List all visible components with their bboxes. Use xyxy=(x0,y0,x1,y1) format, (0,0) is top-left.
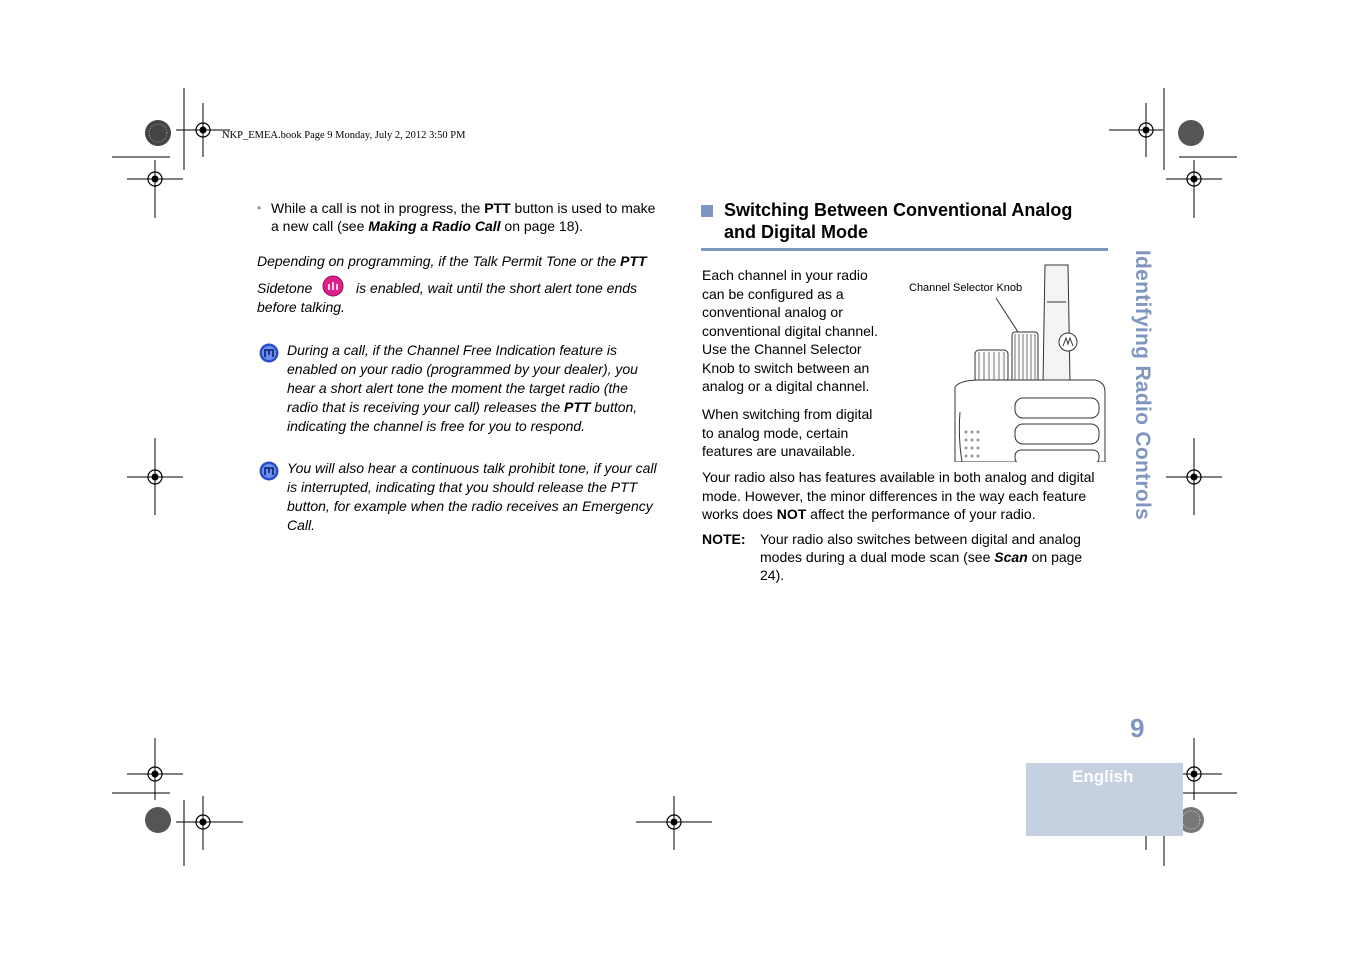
note-channel-free xyxy=(259,341,659,436)
language-tab: English xyxy=(1026,763,1183,836)
note-talk-prohibit xyxy=(259,459,659,535)
note-icon xyxy=(259,461,279,481)
print-header-note: NKP_EMEA.book Page 9 Monday, July 2, 2012 3:50 PM xyxy=(222,130,466,141)
paragraph-digital-to-analog: When switching from digital to analog mode, certain features are unavailable. xyxy=(702,406,873,459)
section-heading: Switching Between Conventional Analog and Digital Mode xyxy=(701,199,1107,243)
radio-illustration xyxy=(900,262,1110,462)
paragraph-both-modes: Your radio also has features available in both analog and digital mode. However, the minor differences in the way each feature works does NOT affect the performance of your radio. xyxy=(702,469,1095,522)
paragraph-channel-config: Each channel in your radio can be configured as a conventional analog or conventional digital channel. Use the Channel Selector Knob to switch between an analog or a digital channel. xyxy=(702,267,878,394)
bullet-list xyxy=(257,200,667,235)
note-dual-mode-scan xyxy=(702,530,1102,584)
page-number: 9 xyxy=(1130,713,1145,743)
note-label: NOTE: xyxy=(702,531,746,547)
list-item xyxy=(257,200,667,235)
sidetone-paragraph: Depending on programming, if the Talk Permit Tone or the PTT Sidetone is enabled, wait until the short alert tone ends before talking. xyxy=(257,253,647,315)
heading-rule xyxy=(701,248,1108,251)
note-icon xyxy=(259,343,279,363)
note-talk-prohibit-text: You will also hear a continuous talk prohibit tone, if your call is interrupted, indicating that you should release the PTT button, for example when the radio receives an Emergency Call. xyxy=(287,460,657,533)
note-dual-mode-text: Your radio also switches between digital and analog modes during a dual mode scan (see Scan on page 24). xyxy=(760,531,1083,583)
side-tab-title: Identifying Radio Controls xyxy=(1131,249,1154,521)
bullet-icon: • xyxy=(257,201,262,215)
figure-label: Channel Selector Knob xyxy=(909,282,1023,294)
note-channel-free-text: During a call, if the Channel Free Indication feature is enabled on your radio (programmed by your dealer), you hear a short alert tone the moment the target radio (the radio that is receiving your call) releases the PTT button, indicating the channel is free for you to respond. xyxy=(287,342,638,434)
scan-link[interactable]: Scan xyxy=(994,549,1028,565)
heading-square-icon xyxy=(701,205,713,217)
bullet-text: While a call is not in progress, the PTT button is used to make a new call (see Making a Radio Call on page 18). xyxy=(271,200,656,234)
sidetone-icon xyxy=(322,275,344,297)
making-radio-call-link[interactable]: Making a Radio Call xyxy=(368,217,501,234)
